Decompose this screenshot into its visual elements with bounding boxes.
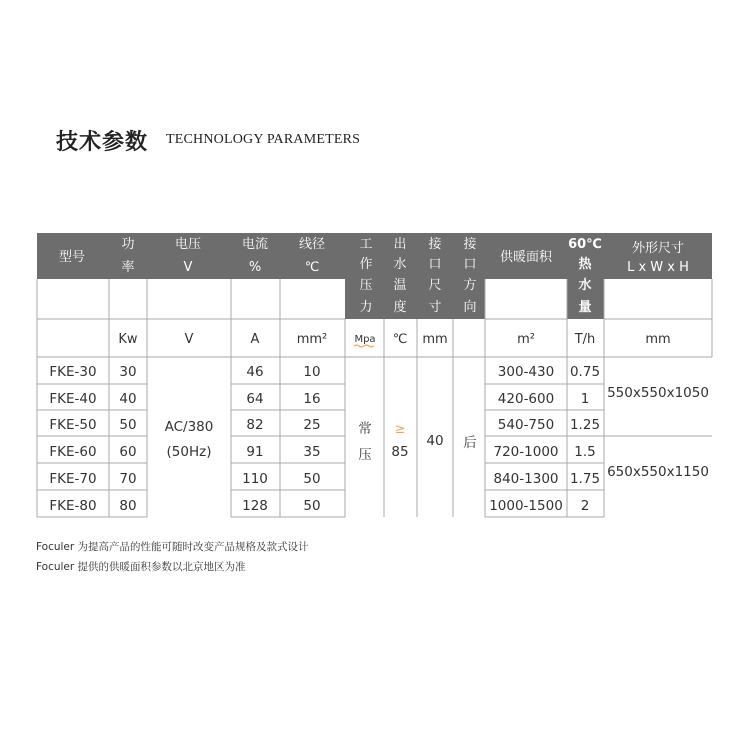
cell-water: 2 [580,498,590,514]
merged-pressure-2: 压 [358,447,372,463]
header-temp-2: 水 [393,257,407,272]
merged-voltage-1: AC/380 [164,419,214,435]
cell-area: 840-1300 [493,471,559,487]
cell-power: 50 [119,417,137,433]
footnote: Foculer 提供的供暖面积参数以北京地区为准 [36,561,246,573]
cell-model: FKE-70 [49,471,97,487]
header-port-dir-1: 接 [463,237,477,252]
header-heating-area: 供暖面积 [499,250,553,265]
header-temp-3: 温 [393,278,407,293]
header-port-dir-2: 口 [463,257,477,272]
merged-voltage-2: (50Hz) [166,444,212,460]
unit-hot-water: T/h [574,332,596,347]
footnote: Foculer 为提高产品的性能可随时改变产品规格及款式设计 [36,541,309,553]
cell-water: 0.75 [569,364,601,380]
unit-dimensions: mm [645,332,671,347]
header-port-dir-4: 向 [463,300,477,315]
table-row [49,417,600,433]
cell-model: FKE-50 [49,417,97,433]
table-row [49,444,595,460]
header-port-size-2: 口 [428,257,442,272]
header-port-dir-3: 方 [463,278,477,293]
unit-temp: ℃ [392,332,408,347]
cell-wire: 50 [303,471,321,487]
cell-wire: 25 [303,417,321,433]
footnotes [36,537,309,577]
cell-water: 1 [580,391,590,407]
merged-dim-a: 550x550x1050 [607,385,709,401]
table-row [49,471,600,487]
cell-area: 1000-1500 [489,498,563,514]
merged-temp-value: 85 [391,444,409,460]
table-row [49,498,589,514]
header-port-size-3: 尺 [428,278,442,293]
unit-pressure: Mpa [354,334,376,345]
header-voltage-1: 电压 [174,237,202,252]
header-pressure-3: 压 [359,278,373,293]
merged-temp-symbol: ≥ [394,422,406,437]
cell-model: FKE-60 [49,444,97,460]
cell-wire: 50 [303,498,321,514]
merged-dim-b: 650x550x1150 [607,464,709,480]
header-wire-2: ℃ [304,260,320,275]
unit-pressure-underline [354,345,374,347]
cell-power: 30 [119,364,137,380]
header-pressure-4: 力 [359,300,373,315]
header-water-4: 量 [578,300,592,315]
header-band [37,233,712,279]
header-power-1: 功 [121,237,135,252]
unit-power: Kw [118,332,138,347]
header-current-2: % [248,260,262,275]
cell-current: 91 [246,444,264,460]
cell-wire: 35 [303,444,321,460]
header-port-size-4: 寸 [428,300,442,315]
header-temp-4: 度 [393,300,407,315]
header-power-2: 率 [121,260,135,275]
cell-area: 420-600 [497,391,555,407]
header-wire-1: 线径 [298,237,326,252]
cell-power: 80 [119,498,137,514]
cell-model: FKE-40 [49,391,97,407]
cell-current: 82 [246,417,264,433]
merged-pressure-1: 常 [358,421,372,437]
cell-area: 540-750 [497,417,555,433]
unit-heating-area: m² [517,332,535,347]
cell-model: FKE-30 [49,364,97,380]
cell-current: 46 [246,364,264,380]
header-water-1: 60℃ [568,237,602,252]
cell-wire: 16 [303,391,321,407]
header-voltage-2: V [183,260,193,275]
merged-port-size: 40 [426,433,444,449]
table-rows [49,364,600,514]
header-pressure-2: 作 [359,257,373,272]
cell-power: 70 [119,471,137,487]
header-current-1: 电流 [241,237,269,252]
cell-area: 300-430 [497,364,555,380]
cell-model: FKE-80 [49,498,97,514]
header-water-2: 热 [578,257,592,272]
table-row [49,391,589,407]
unit-current: A [250,332,260,347]
header-dimensions-2: L x W x H [627,260,689,275]
cell-power: 60 [119,444,137,460]
table-row [49,364,600,380]
cell-wire: 10 [303,364,321,380]
unit-port-size: mm [422,332,448,347]
unit-wire: mm² [296,332,328,347]
header-dimensions-1: 外形尺寸 [631,241,685,256]
cell-area: 720-1000 [493,444,559,460]
cell-current: 128 [242,498,268,514]
cell-water: 1.25 [569,417,601,433]
header-water-3: 水 [578,278,592,293]
title-chinese: 技术参数 [56,129,149,155]
header-temp-1: 出 [393,237,407,252]
header-model: 型号 [58,250,86,265]
cell-water: 1.5 [574,444,596,460]
cell-power: 40 [119,391,137,407]
merged-port-dir: 后 [463,435,477,451]
cell-current: 64 [246,391,264,407]
unit-voltage: V [184,332,194,347]
header-port-size-1: 接 [428,237,442,252]
cell-water: 1.75 [569,471,601,487]
cell-current: 110 [242,471,268,487]
header-pressure-1: 工 [359,237,373,252]
title-english: TECHNOLOGY PARAMETERS [166,132,361,147]
